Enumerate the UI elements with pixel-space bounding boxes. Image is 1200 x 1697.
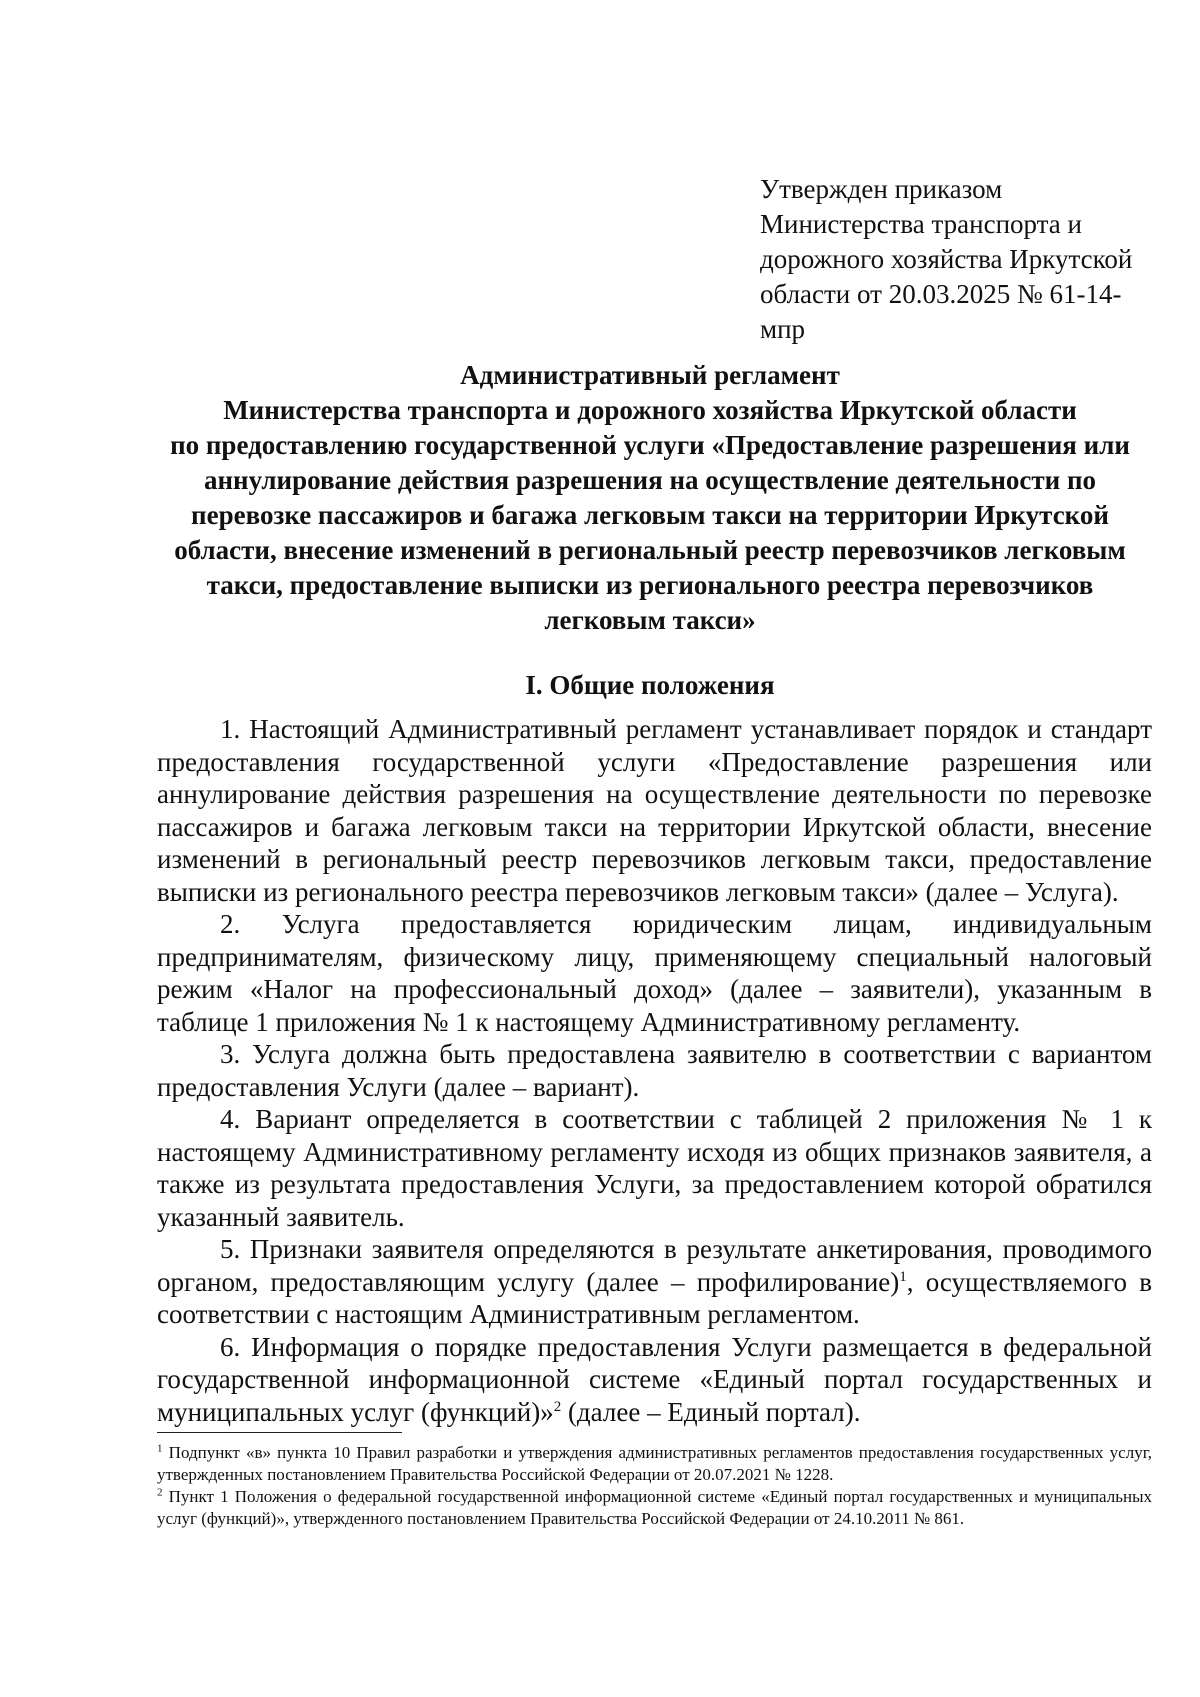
title-line: такси, предоставление выписки из регионального реестра перевозчиков: [206, 570, 1094, 600]
footnote-mark: 1: [157, 1442, 163, 1455]
approval-line: области от 20.03.2025 № 61-14-: [760, 279, 1122, 309]
footnote-mark: 2: [157, 1486, 163, 1499]
paragraph-2: 2. Услуга предоставляется юридическим лицам, индивидуальным предпринимателям, физическому лицу, применяющему специальный налоговый режим «Налог на профессиональный доход» (далее – заявители), указанным в таблице 1 приложения № 1 к настоящему Административному регламенту.: [157, 909, 1152, 1037]
title-line: Министерства транспорта и дорожного хозяйства Иркутской области: [223, 395, 1077, 425]
title-line: Административный регламент: [460, 360, 840, 390]
approval-line: Министерства транспорта и: [760, 209, 1082, 239]
footnotes: [157, 1442, 1152, 1530]
title-line: области, внесение изменений в региональный реестр перевозчиков легковым: [174, 535, 1126, 565]
footnote-2: [157, 1486, 1152, 1530]
footnote-text: Пункт 1 Положения о федеральной государственной информационной системе «Единый портал государственных и муниципальных услуг (функций)», утвержденного постановлением Правительства Российской Федерации от 24.10.2011 № 861.: [157, 1487, 1152, 1528]
title-line: перевозке пассажиров и багажа легковым такси на территории Иркутской: [191, 500, 1109, 530]
approval-line: мпр: [760, 314, 806, 344]
paragraph-3: 3. Услуга должна быть предоставлена заявителю в соответствии с вариантом предоставления Услуги (далее – вариант).: [157, 1039, 1152, 1102]
section-heading: I. Общие положения: [525, 670, 775, 700]
footnote-ref-1: 1: [899, 1268, 907, 1285]
paragraph-5: [157, 1233, 1152, 1331]
section-body: [157, 713, 1152, 1428]
title-line: легковым такси»: [544, 605, 756, 635]
title-line: по предоставлению государственной услуги «Предоставление разрешения или: [170, 430, 1130, 460]
paragraph-6: [157, 1331, 1152, 1429]
paragraph-1: 1. Настоящий Административный регламент устанавливает порядок и стандарт предоставления государственной услуги «Предоставление разрешения или аннулирование действия разрешения на осуществление деятельности по перевозке пассажиров и багажа легковым такси на территории Иркутской области, внесение изменений в региональный реестр перевозчиков легковым такси, предоставление выписки из регионального реестра перевозчиков легковым такси» (далее – Услуга).: [157, 714, 1152, 907]
paragraph-6-tail: (далее – Единый портал).: [561, 1396, 861, 1427]
title-line: аннулирование действия разрешения на осуществление деятельности по: [203, 465, 1097, 495]
footnote-text: Подпункт «в» пункта 10 Правил разработки и утверждения административных регламентов предоставления государственных услуг, утвержденных постановлением Правительства Российской Федерации от 20.07.2021 № 1228.: [157, 1443, 1152, 1484]
footnote-1: [157, 1442, 1152, 1486]
paragraph-4: 4. Вариант определяется в соответствии с таблицей 2 приложения № 1 к настоящему Административному регламенту исходя из общих признаков заявителя, а также из результата предоставления Услуги, за предоставлением которой обратился указанный заявитель.: [157, 1104, 1152, 1232]
paragraph-5-tail: , осуществляемого в соответствии с настоящим Административным регламентом.: [157, 1266, 1152, 1329]
paragraph-6-text: 6. Информация о порядке предоставления Услуги размещается в федеральной государственной информационной системе «Единый портал государственных и муниципальных услуг (функций)»: [157, 1331, 1152, 1427]
document-title: [150, 358, 1150, 638]
footnote-separator: [157, 1432, 402, 1433]
paragraph-5-text: 5. Признаки заявителя определяются в результате анкетирования, проводимого органом, предоставляющим услугу (далее – профилирование): [157, 1234, 1152, 1297]
approval-stamp-block: [760, 172, 1155, 347]
footnote-ref-2: 2: [553, 1398, 562, 1415]
approval-line: дорожного хозяйства Иркутской: [760, 244, 1133, 274]
approval-line: Утвержден приказом: [760, 174, 1003, 204]
